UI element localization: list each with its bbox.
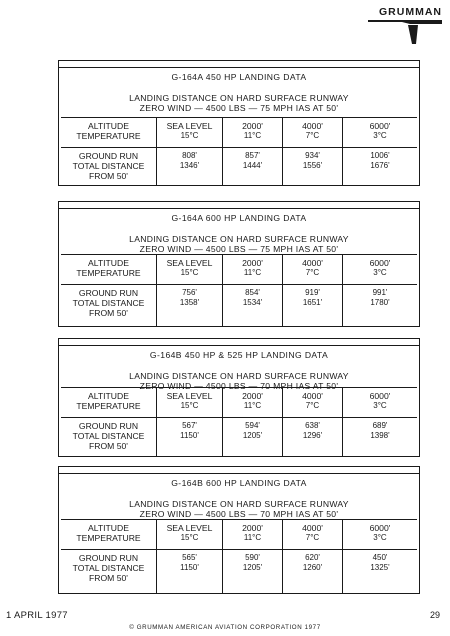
panel-conditions: ZERO WIND — 4500 LBS — 70 MPH IAS AT 50' bbox=[139, 509, 339, 519]
distance-label bbox=[61, 418, 157, 456]
panel-conditions: ZERO WIND — 4500 LBS — 75 MPH IAS AT 50' bbox=[139, 103, 339, 113]
distance-cell: 594' 1205' bbox=[223, 418, 283, 456]
from-50-label: FROM 50' bbox=[89, 573, 128, 583]
ground-run-label: GROUND RUN bbox=[78, 151, 139, 161]
panel-header-band bbox=[59, 61, 419, 68]
panel-title: G-164B 600 HP LANDING DATA bbox=[171, 478, 307, 488]
distance-cell: 808' 1346' bbox=[157, 148, 223, 185]
panel-header-band bbox=[59, 202, 419, 209]
logo-wing-icon bbox=[368, 22, 442, 46]
landing-data-panel bbox=[58, 338, 420, 457]
distance-label bbox=[61, 285, 157, 326]
altitude-label: ALTITUDE bbox=[88, 121, 129, 131]
distance-cell: 919' 1651' bbox=[283, 285, 343, 326]
copyright-notice: © GRUMMAN AMERICAN AVIATION CORPORATION 1977 bbox=[129, 624, 321, 631]
altitude-label: ALTITUDE bbox=[88, 391, 129, 401]
altitude-cell: SEA LEVEL 15°C bbox=[157, 388, 223, 418]
altitude-cell: 6000' 3°C bbox=[343, 255, 417, 285]
temperature-label: TEMPERATURE bbox=[76, 268, 141, 278]
distance-cell: 689' 1398' bbox=[370, 421, 390, 440]
page-number: 29 bbox=[430, 610, 441, 620]
landing-data-panel bbox=[58, 201, 420, 327]
panel-conditions: ZERO WIND — 4500 LBS — 75 MPH IAS AT 50' bbox=[139, 244, 339, 254]
distance-cell: 756' 1358' bbox=[157, 285, 223, 326]
distance-cell: 620' 1260' bbox=[283, 550, 343, 593]
distance-cell: 934' 1556' bbox=[283, 148, 343, 185]
landing-data-table bbox=[61, 254, 417, 326]
ground-run-label: GROUND RUN bbox=[78, 421, 139, 431]
distance-cell: 854' 1534' bbox=[223, 285, 283, 326]
panel-header-band bbox=[59, 339, 419, 346]
distance-cell: 1006' 1676' bbox=[370, 151, 390, 170]
altitude-cell: SEA LEVEL 15°C bbox=[157, 118, 223, 148]
from-50-label: FROM 50' bbox=[89, 308, 128, 318]
altitude-cell: 2000' 11°C bbox=[223, 520, 283, 550]
from-50-label: FROM 50' bbox=[89, 171, 128, 181]
distance-label bbox=[61, 148, 157, 185]
revision-date: 1 APRIL 1977 bbox=[6, 610, 68, 621]
total-distance-label: TOTAL DISTANCE bbox=[72, 563, 145, 573]
temperature-label: TEMPERATURE bbox=[76, 131, 141, 141]
panel-subtitle: LANDING DISTANCE ON HARD SURFACE RUNWAY bbox=[129, 499, 349, 509]
altitude-cell: 4000' 7°C bbox=[283, 388, 343, 418]
altitude-cell: 6000' 3°C bbox=[343, 520, 417, 550]
distance-cell: 590' 1205' bbox=[223, 550, 283, 593]
altitude-cell: 6000' 3°C bbox=[343, 388, 417, 418]
landing-data-panel bbox=[58, 466, 420, 594]
panel-conditions: ZERO WIND — 4500 LBS — 70 MPH IAS AT 50' bbox=[139, 381, 339, 391]
distance-label bbox=[61, 550, 157, 593]
total-distance-label: TOTAL DISTANCE bbox=[72, 298, 145, 308]
panel-header-band bbox=[59, 467, 419, 474]
landing-data-table bbox=[61, 387, 417, 456]
altitude-cell: 2000' 11°C bbox=[223, 388, 283, 418]
altitude-cell: 2000' 11°C bbox=[223, 255, 283, 285]
panel-subtitle: LANDING DISTANCE ON HARD SURFACE RUNWAY bbox=[129, 371, 349, 381]
temperature-label: TEMPERATURE bbox=[76, 401, 141, 411]
logo-text: GRUMMAN bbox=[379, 6, 442, 18]
altitude-cell: SEA LEVEL 15°C bbox=[157, 255, 223, 285]
distance-cell: 638' 1296' bbox=[283, 418, 343, 456]
altitude-label: ALTITUDE bbox=[88, 258, 129, 268]
landing-data-table bbox=[61, 117, 417, 185]
distance-cell: 565' 1150' bbox=[157, 550, 223, 593]
altitude-cell: 2000' 11°C bbox=[223, 118, 283, 148]
altitude-cell: 4000' 7°C bbox=[283, 118, 343, 148]
landing-data-panel bbox=[58, 60, 420, 186]
altitude-temperature-label bbox=[61, 520, 157, 550]
from-50-label: FROM 50' bbox=[89, 441, 128, 451]
altitude-temperature-label bbox=[61, 255, 157, 285]
altitude-cell: 4000' 7°C bbox=[283, 255, 343, 285]
ground-run-label: GROUND RUN bbox=[78, 553, 139, 563]
total-distance-label: TOTAL DISTANCE bbox=[72, 431, 145, 441]
panel-title: G-164B 450 HP & 525 HP LANDING DATA bbox=[149, 350, 329, 360]
total-distance-label: TOTAL DISTANCE bbox=[72, 161, 145, 171]
distance-cell: 450' 1325' bbox=[370, 553, 390, 572]
altitude-temperature-label bbox=[61, 118, 157, 148]
altitude-cell: 6000' 3°C bbox=[343, 118, 417, 148]
altitude-cell: 4000' 7°C bbox=[283, 520, 343, 550]
panel-subtitle: LANDING DISTANCE ON HARD SURFACE RUNWAY bbox=[129, 234, 349, 244]
distance-cell: 991' 1780' bbox=[370, 288, 390, 307]
panel-title: G-164A 450 HP LANDING DATA bbox=[171, 72, 307, 82]
altitude-label: ALTITUDE bbox=[88, 523, 129, 533]
distance-cell: 567' 1150' bbox=[157, 418, 223, 456]
altitude-temperature-label bbox=[61, 388, 157, 418]
landing-data-table bbox=[61, 519, 417, 593]
temperature-label: TEMPERATURE bbox=[76, 533, 141, 543]
panel-subtitle: LANDING DISTANCE ON HARD SURFACE RUNWAY bbox=[129, 93, 349, 103]
altitude-cell: SEA LEVEL 15°C bbox=[157, 520, 223, 550]
grumman-logo bbox=[368, 6, 442, 46]
distance-cell: 857' 1444' bbox=[223, 148, 283, 185]
ground-run-label: GROUND RUN bbox=[78, 288, 139, 298]
panel-title: G-164A 600 HP LANDING DATA bbox=[171, 213, 307, 223]
